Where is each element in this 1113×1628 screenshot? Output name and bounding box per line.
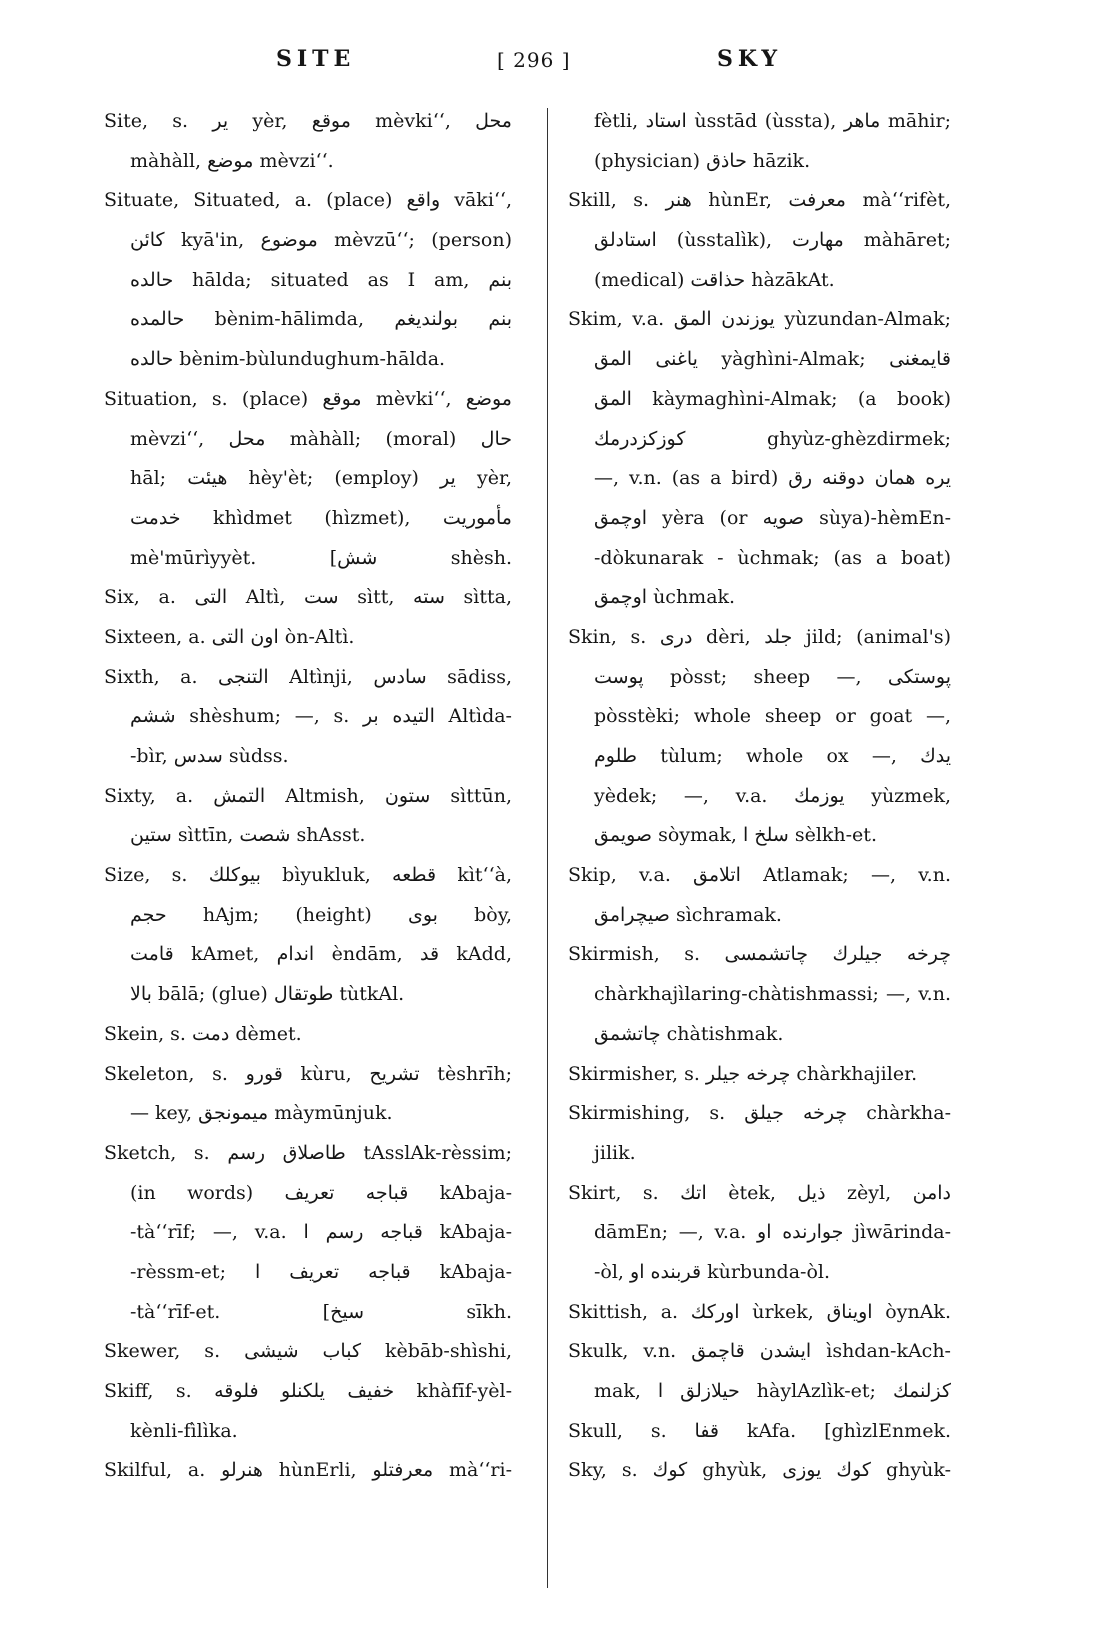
entry-line: Skulk, v.n. ايشدن قاچمق ìshdan-kAch-	[568, 1340, 951, 1363]
entry-line: dāmEn; —, v.a. جوارنده او jìwārinda-	[594, 1221, 951, 1244]
entry-line: كوزكزدرمك ghyùz-ghèzdirmek;	[594, 427, 951, 450]
entry-line: -tà‘‘rīf; —, v.a. قباجه رسم ا kAbaja-	[130, 1221, 512, 1244]
entry-line: (in words) قباجه تعريف kAbaja-	[130, 1181, 512, 1204]
entry-line: -dòkunarak - ùchmak; (as a boat)	[594, 546, 951, 569]
entry-line: ياغنى المق yàghìni-Almak; قايمغنى	[594, 348, 951, 371]
entry-line: استادلق (ùsstalìk), مهارت màhāret;	[594, 229, 951, 252]
entry-line: Skiff, s. خفيف يلكنلو فلوقه khàfīf-yèl-	[104, 1380, 512, 1402]
entry-line: Six, a. التى Altì, ست sìtt, سته sìtta,	[104, 586, 512, 609]
page-number: [ 296 ]	[497, 48, 571, 72]
entry-line: Sixteen, a. اون التى òn-Altì.	[104, 625, 355, 648]
entry-line: بالا bālā; (glue) طوتقال tùtkAl.	[130, 983, 405, 1006]
entry-line: حالده bènim-bùlundughum-hālda.	[130, 348, 446, 371]
entry-line: المق kàymaghìni-Almak; (a book)	[594, 387, 951, 410]
entry-line: mèvzi‘‘, محل màhàll; (moral) حال	[130, 427, 512, 450]
entry-line: Skill, s. هنر hùnEr, معرفت mà‘‘rifèt,	[568, 189, 951, 212]
entry-line: ستين sìttīn, شصت shAsst.	[130, 824, 366, 847]
entry-line: Skirt, s. اتك ètek, ذيل zèyl, دامن	[568, 1181, 951, 1204]
entry-line: حالده hālda; situated as I am, بنم	[130, 268, 512, 291]
entry-line: ششم shèshum; —, s. التيده بر Altìda-	[130, 705, 512, 728]
entry-line: صيچرامق sìchramak.	[594, 903, 782, 926]
entry-line: Skull, s. قفا kAfa. [ghìzlEnmek.	[568, 1419, 951, 1442]
entry-line: (physician) حاذق hāzik.	[594, 149, 811, 172]
entry-line: -rèssm-et; قباجه تعريف ا kAbaja-	[130, 1260, 512, 1283]
entry-line: اوچمق yèra (or صويه sùya)-hèmEn-	[594, 506, 951, 529]
entry-line: Skip, v.a. اتلامق Atlamak; —, v.n.	[568, 864, 951, 887]
entry-line: حجم hAjm; (height) بوى bòy,	[130, 903, 512, 926]
entry-line: Skin, s. درى dèri, جلد jild; (animal's)	[568, 625, 951, 648]
entry-line: mak, حيلازلق ا hàylAzlìk-et; كزلنمك	[594, 1380, 951, 1402]
entry-line: Sixty, a. التمش Altmish, ستون sìttūn,	[104, 784, 512, 807]
running-head-left: SITE	[276, 46, 356, 72]
entry-line: -òl, قربنده او kùrbunda-òl.	[594, 1260, 831, 1283]
entry-line: màhàll, موضع mèvzi‘‘.	[130, 149, 334, 172]
entry-line: Site, s. یر yèr, موقع mèvki‘‘, محل	[104, 110, 512, 132]
entry-line: Skirmisher, s. چرخه جيلر chàrkhajiler.	[568, 1062, 918, 1085]
entry-line: Skirmishing, s. چرخه جيلق chàrkha-	[568, 1102, 951, 1125]
entry-line: Sky, s. كوك ghyùk, كوك يوزى ghyùk-	[568, 1459, 951, 1482]
column-divider	[547, 108, 548, 1588]
entry-line: — key, ميمونجق màymūnjuk.	[130, 1102, 393, 1125]
entry-line: صويمق sòymak, سلخ ا sèlkh-et.	[594, 824, 877, 847]
running-head-right: SKY	[717, 46, 783, 72]
entry-line: Skittish, a. اوركك ùrkek, اويناق òynAk.	[568, 1300, 951, 1323]
entry-line: Skilful, a. هنرلو hùnErli, معرفتلو mà‘‘ri-	[104, 1459, 512, 1482]
entry-line: قامت kAmet, اندام èndām, قد kAdd,	[130, 943, 512, 966]
entry-line: fètli, استاد ùsstād (ùssta), ماهر māhir;	[594, 110, 951, 132]
entry-line: Skewer, s. كباب شيشى kèbāb-shìshi,	[104, 1340, 512, 1363]
entry-line: yèdek; —, v.a. يوزمك yùzmek,	[594, 784, 951, 807]
entry-line: Sketch, s. طاصلاق رسم tAsslAk-rèssim;	[104, 1141, 512, 1164]
entry-line: hāl; هيئت hèy'èt; (employ) یر yèr,	[130, 467, 512, 490]
entry-line: kènli-fìlìka.	[130, 1419, 238, 1442]
entry-line: پوست pòsst; sheep —, پوستكى	[594, 665, 951, 688]
entry-line: —, v.n. (as a bird) يره همان دوقنه رق	[594, 467, 951, 490]
entry-line: Sixth, a. التنجى Altìnji, سادس sādiss,	[104, 665, 512, 688]
entry-line: Situation, s. (place) موقع mèvki‘‘, موضع	[104, 387, 512, 410]
entry-line: چاتشمق chàtishmak.	[594, 1022, 784, 1045]
entry-line: Skeleton, s. قورو kùru, تشريح tèshrīh;	[104, 1062, 512, 1085]
entry-line: mè'mūrìyyèt. [شش shèsh.	[130, 546, 512, 569]
entry-line: Size, s. بيوكلك bìyukluk, قطعه kìt‘‘à,	[104, 864, 512, 887]
entry-line: chàrkhajìlaring-chàtishmassi; —, v.n.	[594, 983, 951, 1006]
entry-line: jilik.	[594, 1141, 636, 1164]
entry-line: Skirmish, s. چرخه جيلرك چاتشمسى	[568, 943, 951, 966]
entry-line: Situate, Situated, a. (place) واقع vāki‘‘,	[104, 189, 512, 212]
right-column	[568, 102, 951, 1491]
entry-line: كائن kyā'in, موضوع mèvzū‘‘; (person)	[130, 229, 512, 252]
entry-line: Skim, v.a. يوزندن المق yùzundan-Almak;	[568, 308, 951, 331]
entry-line: اوچمق ùchmak.	[594, 586, 736, 609]
entry-line: حالمده bènim-hālimda, بنم بولنديغم	[130, 308, 512, 331]
entry-line: (medical) حذاقت hàzākAt.	[594, 268, 835, 291]
left-column	[104, 102, 512, 1491]
entry-line: -tà‘‘rīf-et. [سيخ sīkh.	[130, 1300, 512, 1323]
entry-line: طلوم tùlum; whole ox —, يدك	[594, 745, 951, 767]
entry-line: خدمت khìdmet (hìzmet), مأموريت	[130, 506, 512, 529]
entry-line: -bìr, سدس sùdss.	[130, 745, 289, 767]
entry-line: Skein, s. دمت dèmet.	[104, 1022, 302, 1045]
entry-line: pòsstèki; whole sheep or goat —,	[594, 705, 951, 728]
